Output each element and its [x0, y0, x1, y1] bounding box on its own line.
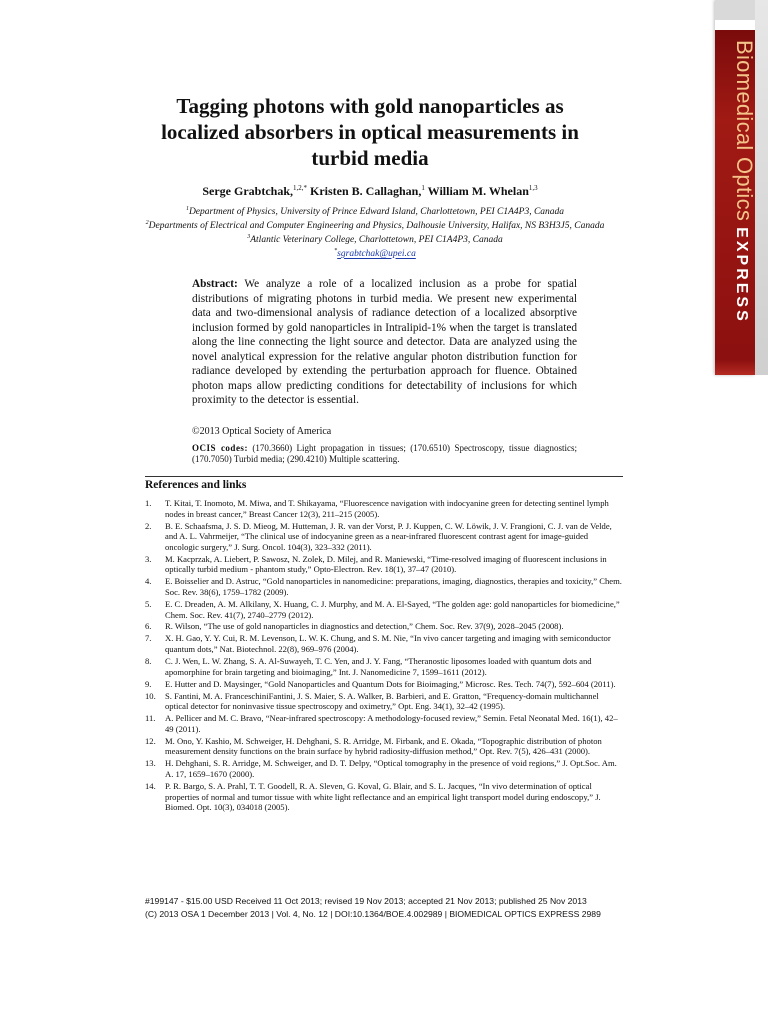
reference-number: 10. — [145, 690, 156, 701]
reference-item — [145, 781, 623, 813]
reference-item — [145, 576, 623, 597]
reference-number: 3. — [145, 553, 152, 564]
footer-publication-info: #199147 - $15.00 USD Received 11 Oct 2013; revised 19 Nov 2013; accepted 21 Nov 2013; published 25 Nov 2013 — [145, 896, 587, 906]
reference-text: S. Fantini, M. A. FranceschiniFantini, J. S. Maier, S. A. Walker, B. Barbieri, and E. Gratton, “Frequency-domain multichannel optical detector for noninvasive tissue spectroscopy and oximetry,” Opt. Eng. 34(1), 32–42 (1995). — [165, 690, 599, 712]
reference-text: C. J. Wen, L. W. Zhang, S. A. Al-Suwayeh, T. C. Yen, and J. Y. Fang, “Theranostic liposomes loaded with quantum dots and apomorphine for brain targeting and bioimaging,” Int. J. Nanomedicine 7, 1599–1611 (2012). — [165, 656, 592, 677]
reference-number: 12. — [145, 735, 156, 746]
author-name: Serge Grabtchak, — [202, 184, 293, 198]
affiliations — [140, 204, 610, 261]
reference-number: 6. — [145, 621, 152, 632]
reference-number: 13. — [145, 758, 156, 769]
reference-number: 1. — [145, 498, 152, 508]
article-title: Tagging photons with gold nanoparticles as localized absorbers in optical measurements in turbid media — [161, 94, 579, 170]
references-heading: References and links — [145, 479, 247, 491]
reference-item — [145, 633, 623, 654]
page-footer — [145, 895, 625, 920]
affiliation-line — [140, 204, 610, 218]
reference-number: 4. — [145, 576, 152, 587]
reference-list — [145, 498, 623, 814]
ocis-codes — [192, 443, 577, 465]
reference-text: M. Kacprzak, A. Liebert, P. Sawosz, N. Zolek, D. Milej, and R. Maniewski, “Time-resolved imaging of fluorescent inclusions in optically turbid medium - phantom study,” Opto-Electron. Rev. 18(1), 37–47 (2010). — [165, 553, 607, 575]
reference-number: 2. — [145, 520, 152, 531]
reference-item — [145, 758, 623, 779]
author-affil-marker: 1,3 — [528, 184, 538, 192]
reference-text: X. H. Gao, Y. Y. Cui, R. M. Levenson, L. W. K. Chung, and S. M. Nie, “In vivo cancer targeting and imaging with semiconductor quantum dots,” Nat. Biotechnol. 22(8), 969–976 (2004). — [165, 633, 611, 655]
reference-item — [145, 521, 623, 553]
ocis-label: OCIS codes: — [192, 443, 248, 453]
copyright-notice: ©2013 Optical Society of America — [192, 426, 332, 437]
reference-item — [145, 679, 623, 690]
reference-text: E. Hutter and D. Maysinger, “Gold Nanoparticles and Quantum Dots for Bioimaging,” Microsc. Res. Tech. 74(7), 592–604 (2011). — [165, 678, 616, 689]
reference-text: B. E. Schaafsma, J. S. D. Mieog, M. Hutteman, J. R. van der Vorst, P. J. Kuppen, C. W. Löwik, J. V. Frangioni, C. J. van de Velde, and A. L. Vahrmeijer, “The clinical use of indocyanine green as a near-infrared fluorescent contrast agent for image-guided oncologic surgery,” J. Surg. Oncol. 104(3), 323–332 (2011). — [165, 520, 612, 552]
author-list — [140, 184, 600, 199]
reference-text: P. R. Bargo, S. A. Prahl, T. T. Goodell, R. A. Sleven, G. Koval, G. Blair, and S. L. Jacques, “In vivo determination of optical properties of normal and tumor tissue with white light reflectance and an empirical light transport model during endoscopy,” J. Biomed. Opt. 10(3), 034018 (2005). — [165, 780, 601, 813]
reference-text: T. Kitai, T. Inomoto, M. Miwa, and T. Shikayama, “Fluorescence navigation with indocyanine green for detecting sentinel lymph nodes in breast cancer,” Breast Cancer 12(3), 211–215 (2005). — [165, 498, 609, 519]
footer-citation-info: (C) 2013 OSA 1 December 2013 | Vol. 4, No. 12 | DOI:10.1364/BOE.4.002989 | BIOMEDICAL OPTICS EXPRESS 2989 — [145, 908, 601, 919]
author-name: Kristen B. Callaghan, — [310, 184, 422, 198]
author-name: William M. Whelan — [427, 184, 529, 198]
reference-item — [145, 599, 623, 620]
affiliation-text: Atlantic Veterinary College, Charlottetown, PEI C1A4P3, Canada — [250, 235, 503, 246]
reference-item — [145, 736, 623, 757]
reference-text: E. Boisselier and D. Astruc, “Gold nanoparticles in nanomedicine: preparations, imaging, diagnostics, therapies and toxicity,” Chem. Soc. Rev. 38(6), 1759–1782 (2009). — [165, 576, 622, 597]
reference-item — [145, 621, 623, 632]
affiliation-line — [140, 218, 610, 232]
reference-number: 14. — [145, 780, 156, 791]
email-link[interactable]: sgrabtchak@upei.ca — [337, 249, 416, 260]
affiliation-marker: 1 — [185, 206, 189, 212]
reference-text: R. Wilson, “The use of gold nanoparticles in diagnostics and detection,” Chem. Soc. Rev. 37(9), 2028–2045 (2008). — [165, 621, 564, 632]
reference-item — [145, 691, 623, 712]
abstract-text: We analyze a role of a localized inclusion as a probe for spatial distributions of migrating photons in turbid media. We present new experimental data and two-dimensional analysis of radiance detection of a localized absorptive inclusion formed by gold nanoparticles in Intralipid-1% when the target is translated along the line connecting the light source and detector. Data are analyzed using the novel analytical expression for the relative angular photon distribution function for radiance developed by extending the perturbation approach for fluence. Obtained photon maps allow predicting conditions for detectability of inclusions for which proximity to the detector is essential. — [192, 278, 577, 406]
reference-number: 9. — [145, 678, 152, 689]
ocis-text: (170.3660) Light propagation in tissues; (170.6510) Spectroscopy, tissue diagnostics; (170.7050) Turbid media; (290.4210) Multiple scattering. — [192, 443, 577, 464]
journal-brand-sub: EXPRESS — [733, 227, 750, 324]
journal-brand-main: Biomedical Optics — [732, 40, 757, 222]
reference-text: M. Ono, Y. Kashio, M. Schweiger, H. Dehghani, S. R. Arridge, M. Firbank, and E. Okada, “Topographic distribution of photon measurement density functions on the brain surface by hybrid radiosity-diffusion method,” Opt. Rev. 7(5), 426–431 (2000). — [165, 735, 602, 757]
reference-text: H. Dehghani, S. R. Arridge, M. Schweiger, and D. T. Delpy, “Optical tomography in the presence of void regions,” J. Opt.Soc. Am. A. 17, 1659–1670 (2000). — [165, 758, 617, 779]
abstract — [192, 277, 577, 408]
reference-item — [145, 656, 623, 677]
author-affil-marker: 1 — [421, 184, 425, 192]
reference-number: 11. — [145, 713, 156, 724]
email-line — [140, 246, 610, 260]
reference-item — [145, 554, 623, 575]
abstract-label: Abstract: — [192, 278, 238, 290]
reference-number: 8. — [145, 656, 152, 667]
email-marker: * — [334, 248, 338, 255]
reference-number: 7. — [145, 633, 152, 644]
reference-text: A. Pellicer and M. C. Bravo, “Near-infrared spectroscopy: A methodology-focused review,” Semin. Fetal Neonatal Med. 16(1), 42–49 (2011). — [165, 713, 618, 734]
reference-item — [145, 713, 623, 734]
author-affil-marker: 1,2,* — [293, 184, 307, 192]
section-divider — [145, 476, 623, 477]
reference-text: E. C. Dreaden, A. M. Alkilany, X. Huang, C. J. Murphy, and M. A. El-Sayed, “The golden age: gold nanoparticles for biomedicine,” Chem. Soc. Rev. 41(7), 2740–2779 (2012). — [165, 598, 620, 620]
affiliation-text: Departments of Electrical and Computer Engineering and Physics, Dalhousie University, Halifax, NS B3H3J5, Canada — [148, 221, 605, 232]
affiliation-marker: 2 — [145, 220, 149, 227]
affiliation-marker: 3 — [247, 234, 251, 241]
reference-number: 5. — [145, 598, 152, 609]
affiliation-text: Department of Physics, University of Prince Edward Island, Charlottetown, PEI C1A4P3, Canada — [188, 207, 565, 218]
affiliation-line — [140, 232, 610, 246]
journal-brand — [731, 40, 757, 324]
reference-item — [145, 498, 623, 519]
